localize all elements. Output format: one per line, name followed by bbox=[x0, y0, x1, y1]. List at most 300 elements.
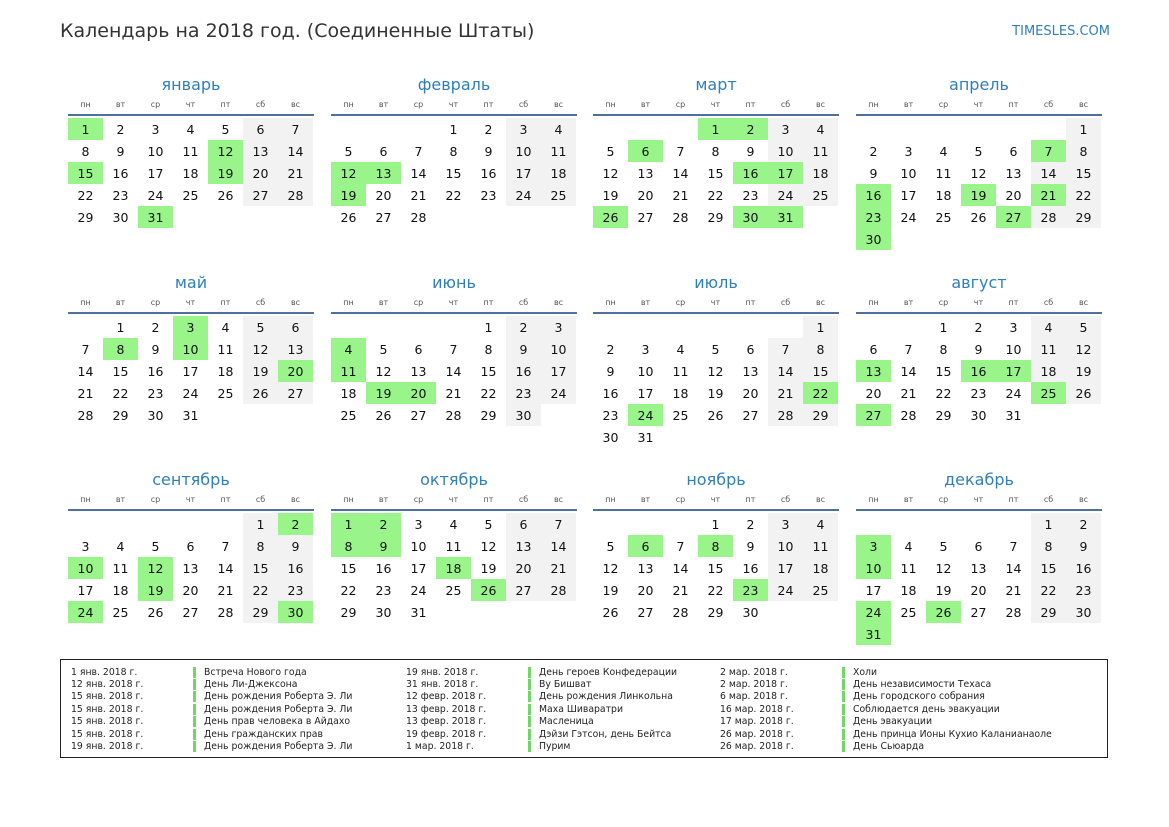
day-cell: 12 bbox=[375, 363, 392, 379]
legend-holiday-name: Пурим bbox=[539, 741, 571, 753]
weekday-label: ср bbox=[938, 100, 949, 109]
holiday-day-cell: 17 bbox=[996, 360, 1031, 382]
month-name: февраль bbox=[417, 75, 491, 94]
legend-marker bbox=[193, 667, 196, 678]
holiday-day-cell: 2 bbox=[278, 513, 313, 535]
day-cell: 15 bbox=[480, 363, 497, 379]
day-cell: 19 bbox=[935, 582, 952, 598]
holiday-day-cell: 11 bbox=[331, 360, 366, 382]
holiday-day-cell: 26 bbox=[471, 579, 506, 601]
day-cell: 21 bbox=[672, 187, 689, 203]
weekday-label: ср bbox=[675, 298, 686, 307]
site-link[interactable]: TIMESLES.COM bbox=[1012, 24, 1110, 39]
weekday-label: ср bbox=[675, 100, 686, 109]
day-cell: 29 bbox=[340, 604, 357, 620]
day-cell: 17 bbox=[541, 360, 576, 382]
day-cell: 6 bbox=[506, 513, 541, 535]
day-cell: 14 bbox=[77, 363, 94, 379]
day-cell: 23 bbox=[480, 187, 497, 203]
day-cell: 2 bbox=[1066, 513, 1101, 535]
day-cell: 28 bbox=[278, 184, 313, 206]
day-cell: 14 bbox=[541, 535, 576, 557]
day-cell: 11 bbox=[112, 560, 129, 576]
day-cell: 20 bbox=[970, 582, 987, 598]
day-cell: 4 bbox=[116, 538, 125, 554]
month-5 bbox=[68, 272, 314, 426]
day-cell: 9 bbox=[746, 538, 755, 554]
holiday-day-cell: 27 bbox=[856, 404, 891, 426]
day-cell: 3 bbox=[904, 143, 913, 159]
days-grid bbox=[331, 118, 577, 228]
day-cell: 15 bbox=[243, 557, 278, 579]
day-cell: 28 bbox=[1005, 604, 1022, 620]
day-cell: 12 bbox=[243, 338, 278, 360]
day-cell: 15 bbox=[1031, 557, 1066, 579]
holiday-day-cell: 13 bbox=[856, 360, 891, 382]
weekday-label: ср bbox=[150, 495, 161, 504]
day-cell: 16 bbox=[480, 165, 497, 181]
day-cell: 27 bbox=[182, 604, 199, 620]
weekday-label: пн bbox=[80, 298, 91, 307]
day-cell: 18 bbox=[803, 557, 838, 579]
empty-cell bbox=[628, 316, 663, 338]
day-cell: 5 bbox=[606, 143, 615, 159]
days-grid bbox=[331, 513, 577, 623]
day-cell: 8 bbox=[803, 338, 838, 360]
day-cell: 6 bbox=[186, 538, 195, 554]
day-cell: 5 bbox=[711, 341, 720, 357]
weekday-label: вт bbox=[903, 298, 914, 307]
day-cell: 22 bbox=[445, 187, 462, 203]
weekday-label: пт bbox=[483, 495, 494, 504]
day-cell: 5 bbox=[939, 538, 948, 554]
day-cell: 24 bbox=[506, 184, 541, 206]
weekday-label: вс bbox=[553, 495, 564, 504]
weekday-label: вт bbox=[640, 298, 651, 307]
day-cell: 2 bbox=[746, 516, 755, 532]
legend-holiday-name: День Ли-Джексона bbox=[204, 679, 298, 691]
day-cell: 24 bbox=[900, 209, 917, 225]
day-cell: 14 bbox=[672, 560, 689, 576]
day-cell: 12 bbox=[602, 165, 619, 181]
holiday-day-cell: 12 bbox=[331, 162, 366, 184]
day-cell: 19 bbox=[602, 187, 619, 203]
weekday-label: сб bbox=[518, 298, 529, 307]
legend-column bbox=[406, 666, 677, 753]
day-cell: 2 bbox=[974, 319, 983, 335]
holiday-day-cell: 8 bbox=[331, 535, 366, 557]
day-cell: 3 bbox=[768, 513, 803, 535]
days-grid bbox=[68, 513, 314, 623]
day-cell: 17 bbox=[506, 162, 541, 184]
legend-date: 15 янв. 2018 г. bbox=[71, 703, 144, 715]
day-cell: 5 bbox=[484, 516, 493, 532]
legend-holiday-name: День героев Конфедерации bbox=[539, 666, 678, 678]
legend-marker bbox=[842, 667, 845, 678]
legend-marker bbox=[193, 704, 196, 715]
day-cell: 23 bbox=[278, 579, 313, 601]
holiday-day-cell: 30 bbox=[278, 601, 313, 623]
day-cell: 5 bbox=[243, 316, 278, 338]
month-1 bbox=[68, 74, 314, 228]
holiday-day-cell: 10 bbox=[856, 557, 891, 579]
day-cell: 1 bbox=[449, 121, 458, 137]
weekday-header bbox=[593, 96, 839, 116]
legend-row bbox=[720, 666, 1052, 678]
month-3 bbox=[593, 74, 839, 228]
holiday-day-cell: 26 bbox=[926, 601, 961, 623]
empty-cell bbox=[698, 316, 733, 338]
legend-date: 15 янв. 2018 г. bbox=[71, 691, 144, 703]
day-cell: 13 bbox=[506, 535, 541, 557]
day-cell: 11 bbox=[803, 535, 838, 557]
empty-cell bbox=[926, 513, 961, 535]
day-cell: 29 bbox=[480, 407, 497, 423]
day-cell: 18 bbox=[340, 385, 357, 401]
day-cell: 24 bbox=[147, 187, 164, 203]
legend-date: 15 янв. 2018 г. bbox=[71, 728, 144, 740]
weekday-label: пн bbox=[343, 298, 354, 307]
month-9 bbox=[68, 469, 314, 623]
holiday-day-cell: 7 bbox=[1031, 140, 1066, 162]
weekday-label: сб bbox=[255, 495, 266, 504]
day-cell: 31 bbox=[637, 429, 654, 445]
day-cell: 18 bbox=[935, 187, 952, 203]
day-cell: 31 bbox=[182, 407, 199, 423]
weekday-label: вт bbox=[903, 495, 914, 504]
day-cell: 3 bbox=[506, 118, 541, 140]
day-cell: 10 bbox=[900, 165, 917, 181]
day-cell: 25 bbox=[900, 604, 917, 620]
day-cell: 22 bbox=[243, 579, 278, 601]
holiday-day-cell: 23 bbox=[856, 206, 891, 228]
legend-row bbox=[71, 678, 352, 690]
day-cell: 20 bbox=[182, 582, 199, 598]
day-cell: 6 bbox=[278, 316, 313, 338]
day-cell: 7 bbox=[414, 143, 423, 159]
day-cell: 24 bbox=[1005, 385, 1022, 401]
day-cell: 5 bbox=[974, 143, 983, 159]
weekday-label: пн bbox=[605, 100, 616, 109]
legend-date: 19 февр. 2018 г. bbox=[406, 728, 487, 740]
weekday-label: пт bbox=[483, 100, 494, 109]
day-cell: 11 bbox=[803, 140, 838, 162]
day-cell: 8 bbox=[1031, 535, 1066, 557]
holiday-day-cell: 16 bbox=[856, 184, 891, 206]
day-cell: 23 bbox=[147, 385, 164, 401]
empty-cell bbox=[733, 316, 768, 338]
legend-row bbox=[71, 740, 352, 752]
empty-cell bbox=[996, 513, 1031, 535]
day-cell: 19 bbox=[602, 582, 619, 598]
legend-holiday-name: Ву Бишват bbox=[539, 679, 592, 691]
day-cell: 1 bbox=[1031, 513, 1066, 535]
legend-row bbox=[406, 666, 677, 678]
day-cell: 12 bbox=[1066, 338, 1101, 360]
day-cell: 23 bbox=[742, 187, 759, 203]
holiday-day-cell: 30 bbox=[733, 206, 768, 228]
weekday-label: вс bbox=[290, 100, 301, 109]
day-cell: 18 bbox=[1031, 360, 1066, 382]
day-cell: 21 bbox=[900, 385, 917, 401]
day-cell: 28 bbox=[1031, 206, 1066, 228]
day-cell: 8 bbox=[711, 143, 720, 159]
empty-cell bbox=[593, 513, 628, 535]
holiday-day-cell: 10 bbox=[173, 338, 208, 360]
legend-date: 31 янв. 2018 г. bbox=[406, 679, 479, 691]
legend-marker bbox=[528, 679, 531, 690]
weekday-label: ср bbox=[150, 298, 161, 307]
legend-date: 15 янв. 2018 г. bbox=[71, 716, 144, 728]
days-grid bbox=[593, 118, 839, 228]
legend-row bbox=[720, 728, 1052, 740]
day-cell: 28 bbox=[768, 404, 803, 426]
day-cell: 25 bbox=[803, 579, 838, 601]
empty-cell bbox=[401, 118, 436, 140]
legend-date: 13 февр. 2018 г. bbox=[406, 716, 487, 728]
empty-cell bbox=[996, 118, 1031, 140]
weekday-label: чт bbox=[448, 298, 459, 307]
holiday-day-cell: 17 bbox=[768, 162, 803, 184]
holiday-day-cell: 10 bbox=[68, 557, 103, 579]
day-cell: 13 bbox=[243, 140, 278, 162]
legend-date: 6 мар. 2018 г. bbox=[720, 691, 788, 703]
month-7 bbox=[593, 272, 839, 448]
month-name: январь bbox=[161, 75, 221, 94]
holiday-day-cell: 3 bbox=[173, 316, 208, 338]
day-cell: 8 bbox=[939, 341, 948, 357]
holiday-day-cell: 31 bbox=[768, 206, 803, 228]
weekday-label: пт bbox=[745, 495, 756, 504]
day-cell: 9 bbox=[974, 341, 983, 357]
day-cell: 6 bbox=[869, 341, 878, 357]
day-cell: 25 bbox=[445, 582, 462, 598]
day-cell: 17 bbox=[410, 560, 427, 576]
legend-holiday-name: День принца Ионы Кухио Каланианаоле bbox=[853, 728, 1052, 740]
day-cell: 29 bbox=[77, 209, 94, 225]
day-cell: 2 bbox=[484, 121, 493, 137]
legend-row bbox=[720, 678, 1052, 690]
weekday-label: вт bbox=[903, 100, 914, 109]
day-cell: 10 bbox=[147, 143, 164, 159]
day-cell: 26 bbox=[340, 209, 357, 225]
days-grid bbox=[68, 118, 314, 228]
day-cell: 17 bbox=[182, 363, 199, 379]
day-cell: 22 bbox=[707, 582, 724, 598]
day-cell: 7 bbox=[81, 341, 90, 357]
empty-cell bbox=[856, 513, 891, 535]
day-cell: 24 bbox=[541, 382, 576, 404]
holiday-day-cell: 2 bbox=[366, 513, 401, 535]
weekday-label: чт bbox=[710, 100, 721, 109]
weekday-label: ср bbox=[938, 495, 949, 504]
weekday-label: вт bbox=[115, 298, 126, 307]
day-cell: 17 bbox=[147, 165, 164, 181]
day-cell: 23 bbox=[970, 385, 987, 401]
day-cell: 11 bbox=[672, 363, 689, 379]
day-cell: 27 bbox=[375, 209, 392, 225]
day-cell: 10 bbox=[637, 363, 654, 379]
weekday-label: пн bbox=[868, 298, 879, 307]
holiday-day-cell: 6 bbox=[628, 140, 663, 162]
day-cell: 11 bbox=[900, 560, 917, 576]
day-cell: 8 bbox=[81, 143, 90, 159]
legend-date: 2 мар. 2018 г. bbox=[720, 666, 788, 678]
day-cell: 4 bbox=[1031, 316, 1066, 338]
day-cell: 7 bbox=[449, 341, 458, 357]
day-cell: 7 bbox=[676, 538, 685, 554]
weekday-header bbox=[856, 96, 1102, 116]
day-cell: 11 bbox=[541, 140, 576, 162]
day-cell: 1 bbox=[939, 319, 948, 335]
day-cell: 14 bbox=[410, 165, 427, 181]
day-cell: 10 bbox=[1005, 341, 1022, 357]
legend-date: 26 мар. 2018 г. bbox=[720, 728, 794, 740]
weekday-label: пт bbox=[1008, 495, 1019, 504]
day-cell: 27 bbox=[410, 407, 427, 423]
day-cell: 10 bbox=[506, 140, 541, 162]
legend-marker bbox=[528, 741, 531, 752]
day-cell: 13 bbox=[637, 560, 654, 576]
day-cell: 23 bbox=[375, 582, 392, 598]
empty-cell bbox=[366, 118, 401, 140]
legend-holiday-name: День рождения Роберта Э. Ли bbox=[204, 741, 353, 753]
day-cell: 8 bbox=[243, 535, 278, 557]
holiday-day-cell: 16 bbox=[733, 162, 768, 184]
day-cell: 30 bbox=[506, 404, 541, 426]
day-cell: 6 bbox=[746, 341, 755, 357]
day-cell: 24 bbox=[768, 579, 803, 601]
legend-marker bbox=[842, 679, 845, 690]
weekday-label: вс bbox=[290, 298, 301, 307]
day-cell: 28 bbox=[672, 604, 689, 620]
legend-holiday-name: Встреча Нового года bbox=[204, 666, 307, 678]
day-cell: 20 bbox=[637, 187, 654, 203]
legend-row bbox=[720, 703, 1052, 715]
day-cell: 17 bbox=[77, 582, 94, 598]
day-cell: 20 bbox=[865, 385, 882, 401]
legend-date: 13 февр. 2018 г. bbox=[406, 703, 487, 715]
day-cell: 28 bbox=[445, 407, 462, 423]
day-cell: 16 bbox=[506, 360, 541, 382]
weekday-label: пн bbox=[80, 495, 91, 504]
weekday-label: вт bbox=[115, 100, 126, 109]
weekday-label: вс bbox=[815, 495, 826, 504]
day-cell: 20 bbox=[375, 187, 392, 203]
holiday-day-cell: 16 bbox=[961, 360, 996, 382]
day-cell: 5 bbox=[344, 143, 353, 159]
day-cell: 11 bbox=[1031, 338, 1066, 360]
day-cell: 12 bbox=[480, 538, 497, 554]
day-cell: 8 bbox=[484, 341, 493, 357]
legend-row bbox=[406, 678, 677, 690]
legend-marker bbox=[193, 741, 196, 752]
empty-cell bbox=[401, 316, 436, 338]
empty-cell bbox=[891, 118, 926, 140]
day-cell: 28 bbox=[410, 209, 427, 225]
legend-row bbox=[406, 716, 677, 728]
day-cell: 29 bbox=[707, 209, 724, 225]
day-cell: 16 bbox=[147, 363, 164, 379]
empty-cell bbox=[628, 118, 663, 140]
day-cell: 30 bbox=[147, 407, 164, 423]
day-cell: 18 bbox=[182, 165, 199, 181]
legend-marker bbox=[193, 729, 196, 740]
legend-date: 12 янв. 2018 г. bbox=[71, 679, 144, 691]
empty-cell bbox=[138, 513, 173, 535]
day-cell: 1 bbox=[116, 319, 125, 335]
day-cell: 16 bbox=[742, 560, 759, 576]
day-cell: 1 bbox=[711, 516, 720, 532]
day-cell: 19 bbox=[243, 360, 278, 382]
weekday-label: вт bbox=[115, 495, 126, 504]
weekday-header bbox=[68, 294, 314, 314]
weekday-label: вс bbox=[815, 100, 826, 109]
legend-date: 19 янв. 2018 г. bbox=[406, 666, 479, 678]
day-cell: 26 bbox=[243, 382, 278, 404]
holiday-day-cell: 31 bbox=[138, 206, 173, 228]
weekday-header bbox=[331, 491, 577, 511]
weekday-label: пн bbox=[605, 298, 616, 307]
day-cell: 15 bbox=[707, 560, 724, 576]
days-grid bbox=[856, 513, 1102, 645]
empty-cell bbox=[961, 513, 996, 535]
legend-date: 1 мар. 2018 г. bbox=[406, 741, 474, 753]
day-cell: 28 bbox=[217, 604, 234, 620]
day-cell: 25 bbox=[803, 184, 838, 206]
day-cell: 10 bbox=[410, 538, 427, 554]
day-cell: 21 bbox=[768, 382, 803, 404]
month-name: апрель bbox=[949, 75, 1009, 94]
weekday-label: вс bbox=[1078, 495, 1089, 504]
day-cell: 17 bbox=[865, 582, 882, 598]
day-cell: 27 bbox=[742, 407, 759, 423]
day-cell: 21 bbox=[217, 582, 234, 598]
day-cell: 20 bbox=[742, 385, 759, 401]
day-cell: 24 bbox=[410, 582, 427, 598]
empty-cell bbox=[891, 513, 926, 535]
legend-holiday-name: Холи bbox=[853, 666, 878, 678]
month-8 bbox=[856, 272, 1102, 426]
day-cell: 25 bbox=[672, 407, 689, 423]
weekday-header bbox=[593, 294, 839, 314]
holiday-day-cell: 23 bbox=[733, 579, 768, 601]
holiday-day-cell: 24 bbox=[68, 601, 103, 623]
weekday-label: ср bbox=[413, 495, 424, 504]
weekday-label: пт bbox=[220, 495, 231, 504]
day-cell: 4 bbox=[186, 121, 195, 137]
month-name: июнь bbox=[432, 273, 476, 292]
weekday-label: вс bbox=[290, 495, 301, 504]
day-cell: 27 bbox=[506, 579, 541, 601]
empty-cell bbox=[68, 513, 103, 535]
day-cell: 29 bbox=[803, 404, 838, 426]
legend-holiday-name: Соблюдается день эвакуации bbox=[853, 703, 1000, 715]
day-cell: 26 bbox=[217, 187, 234, 203]
day-cell: 13 bbox=[742, 363, 759, 379]
holiday-day-cell: 18 bbox=[436, 557, 471, 579]
weekday-label: чт bbox=[710, 298, 721, 307]
empty-cell bbox=[663, 513, 698, 535]
day-cell: 18 bbox=[803, 162, 838, 184]
month-name: ноябрь bbox=[686, 470, 746, 489]
day-cell: 5 bbox=[1066, 316, 1101, 338]
weekday-label: сб bbox=[780, 100, 791, 109]
legend-holiday-name: День Сьюарда bbox=[853, 741, 925, 753]
weekday-label: вт bbox=[640, 495, 651, 504]
weekday-label: сб bbox=[518, 495, 529, 504]
day-cell: 16 bbox=[1066, 557, 1101, 579]
